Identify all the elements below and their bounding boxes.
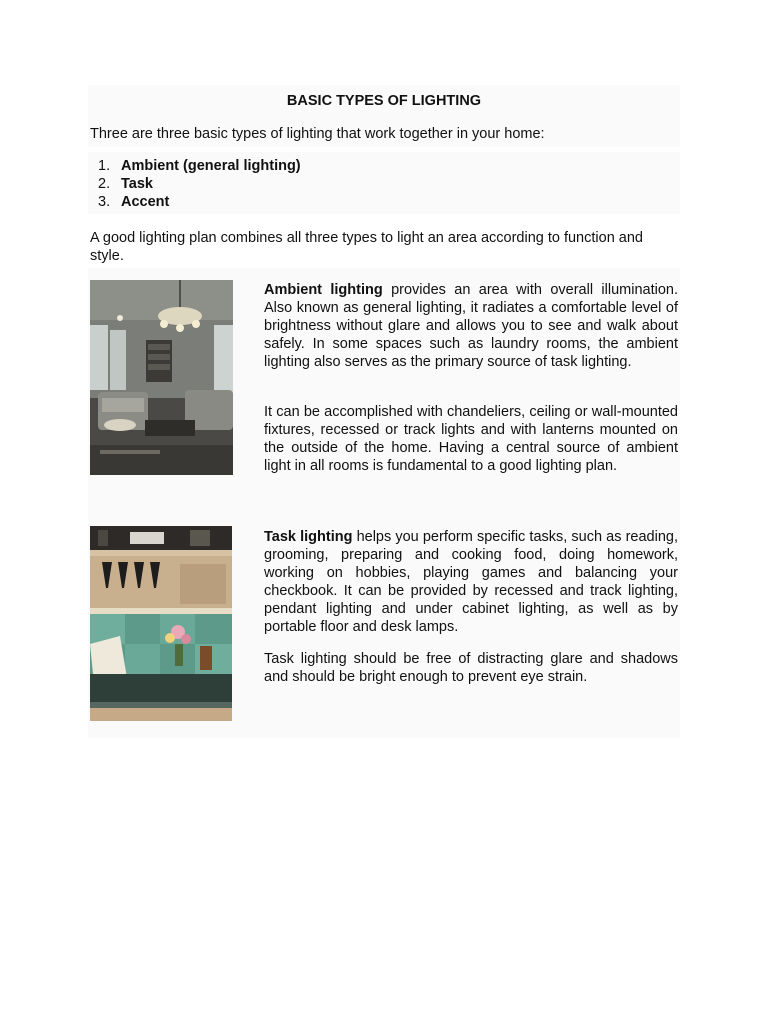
- ambient-paragraph-1: [264, 281, 678, 371]
- list-item: [90, 193, 301, 211]
- list-number: 1.: [98, 158, 111, 174]
- plan-text: A good lighting plan combines all three types to light an area according to function and style.: [90, 230, 643, 264]
- task-paragraph-1: [264, 528, 678, 636]
- list-number: 3.: [98, 194, 111, 210]
- task-heading: Task lighting: [264, 529, 353, 545]
- intro-text: Three are three basic types of lighting that work together in your home:: [90, 126, 545, 142]
- ambient-paragraph-2: It can be accomplished with chandeliers, ceiling or wall-mounted fixtures, recessed or track lights and with lanterns mounted on the outside of the home. Having a central source of ambient light in all rooms is fundamental to a good lighting plan.: [264, 404, 678, 474]
- task-text: helps you perform specific tasks, such as reading, grooming, preparing and cooking food, doing homework, working on hobbies, playing games and balancing your checkbook. It can be provided by recessed and track lighting, pendant lighting and under cabinet lighting, as well as by portable floor and desk lamps.: [264, 529, 678, 635]
- page-title: BASIC TYPES OF LIGHTING: [286, 93, 482, 109]
- list-label: Task: [121, 176, 153, 192]
- ambient-text: provides an area with overall illumination. Also known as general lighting, it radiates a comfortable level of brightness without glare and allows you to see and walk about safely. In some spaces such as laundry rooms, the ambient lighting also serves as the primary source of task lighting.: [264, 282, 678, 370]
- list-label: Ambient (general lighting): [121, 158, 301, 174]
- lighting-types-list: [90, 157, 301, 211]
- ambient-heading: Ambient lighting: [264, 282, 383, 298]
- list-label: Accent: [121, 194, 170, 210]
- kitchen-photo: [90, 526, 232, 721]
- list-number: 2.: [98, 176, 111, 192]
- list-item: [90, 175, 301, 193]
- task-paragraph-2: Task lighting should be free of distracting glare and shadows and should be bright enough to prevent eye strain.: [264, 651, 678, 685]
- living-room-photo: [90, 280, 233, 475]
- list-item: [90, 157, 301, 175]
